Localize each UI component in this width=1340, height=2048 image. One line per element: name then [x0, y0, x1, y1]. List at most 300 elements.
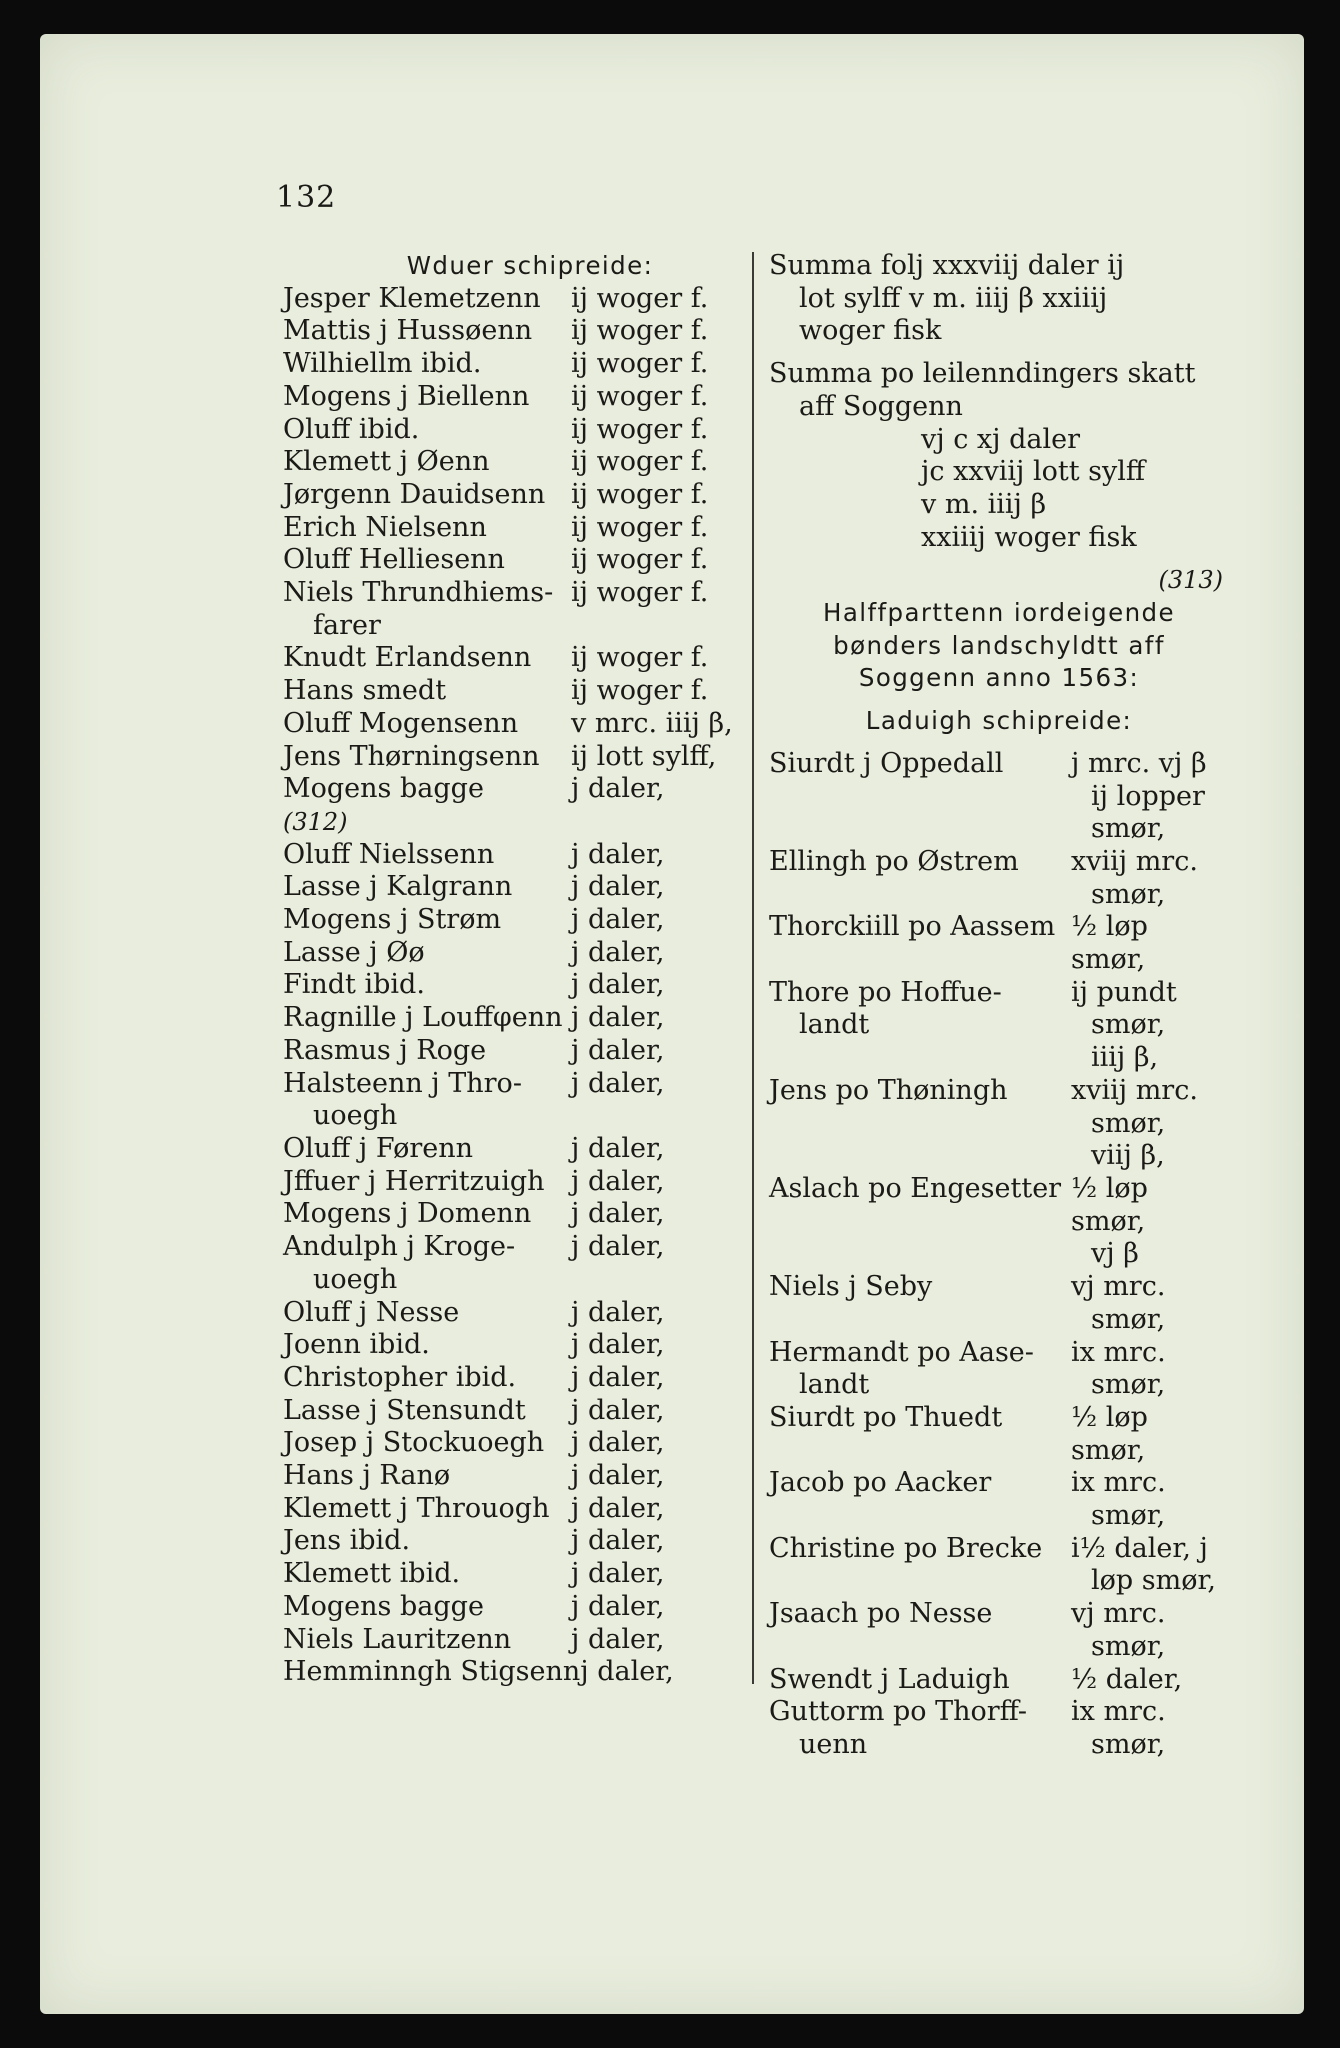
entry-name-continuation: uenn [799, 1728, 868, 1760]
column-divider [752, 252, 754, 1684]
entry-amount-text: ij woger f. [571, 413, 709, 445]
entry-name [769, 1173, 1071, 1206]
heading-line: Soggenn anno 1563: [858, 663, 1140, 693]
entry-name-continuation: uoegh [313, 1100, 398, 1132]
entry-name-text: Klemett ibid. [283, 1558, 461, 1590]
entry-row [283, 708, 737, 741]
entry-amount [1071, 911, 1229, 976]
entry-row [283, 315, 737, 348]
entry-amount-text: j daler, [571, 871, 665, 903]
entry-amount-text: ij pundt [1071, 976, 1177, 1008]
summa-line: aff Soggenn [799, 390, 963, 422]
entry-name-text: Klemett j Throuogh [283, 1492, 550, 1524]
entry-name [769, 977, 1071, 1042]
entry-name [283, 577, 571, 642]
entry-amount-text: ij woger f. [571, 511, 709, 543]
entry-name [283, 937, 571, 970]
entry-row [283, 1231, 737, 1296]
entry-row [283, 1624, 737, 1657]
summa-line: woger fisk [799, 315, 942, 347]
entry-row [283, 1068, 737, 1133]
entry-amount-text: j daler, [571, 1002, 665, 1034]
entry-amount-text: j daler, [571, 1361, 665, 1393]
entry-row [769, 977, 1229, 1075]
entry-amount [571, 544, 737, 577]
entry-amount-text: j daler, [571, 1165, 665, 1197]
entry-name-text: Mogens bagge [283, 773, 484, 805]
entry-name [283, 675, 571, 708]
entry-name [283, 1624, 571, 1657]
entry-name-text: Oluff j Nesse [283, 1296, 460, 1328]
entry-row [769, 1598, 1229, 1663]
entry-amount [1071, 1467, 1229, 1532]
entry-row [769, 1075, 1229, 1173]
entry-row [283, 446, 737, 479]
entry-row [283, 512, 737, 545]
entry-amount [571, 1493, 737, 1526]
entry-name-text: Jesper Klemetzenn [283, 282, 541, 314]
entry-row [283, 1656, 737, 1689]
entry-name-text: Niels j Seby [769, 1271, 933, 1303]
entry-name [283, 1297, 571, 1330]
entry-name-text: Jørgenn Dauidsenn [283, 478, 546, 510]
entry-name-text: Findt ibid. [283, 969, 425, 1001]
entry-row [283, 904, 737, 937]
entry-amount-continuation: smør, [1091, 1500, 1166, 1532]
entry-name [769, 846, 1071, 879]
entry-name-text: Halsteenn j Thro- [283, 1067, 522, 1099]
entry-name-text: Jffuer j Herritzuigh [283, 1165, 545, 1197]
entry-name-text: Hans j Ranø [283, 1460, 451, 1492]
entry-list [283, 283, 737, 806]
entry-name-text: Lasse j Øø [283, 936, 425, 968]
entry-name [769, 1467, 1071, 1500]
entry-amount-text: ix mrc. [1071, 1696, 1166, 1728]
entry-name [769, 1075, 1071, 1108]
entry-row [283, 414, 737, 447]
entry-amount [571, 1133, 737, 1166]
entry-name-text: Mogens bagge [283, 1590, 484, 1622]
entry-amount-text: j daler, [571, 1198, 665, 1230]
entry-amount-text: j daler, [571, 1231, 665, 1263]
entry-name [283, 708, 571, 741]
entry-amount-text: xviij mrc. [1071, 1074, 1198, 1106]
entry-row [769, 1173, 1229, 1271]
entry-name-text: Oluff Nielssenn [283, 838, 495, 870]
summa-paragraph [769, 250, 1229, 348]
entry-row [283, 1460, 737, 1493]
entry-row [283, 1525, 737, 1558]
entry-name-text: Oluff Helliesenn [283, 544, 505, 576]
entry-name-text: Josep j Stockuoegh [283, 1427, 545, 1459]
entry-row [283, 544, 737, 577]
entry-amount [571, 969, 737, 1002]
entry-row [769, 911, 1229, 976]
entry-amount [571, 1035, 737, 1068]
entry-amount-text: ½ daler, [1071, 1663, 1183, 1695]
entry-name [283, 479, 571, 512]
entry-name [283, 871, 571, 904]
entry-amount [571, 381, 737, 414]
entry-name [769, 748, 1071, 781]
entry-row [283, 675, 737, 708]
entry-name-text: Hemminngh Stigsenn [283, 1656, 581, 1688]
summa-line: jc xxviij lott sylff [921, 456, 1146, 488]
summa-paragraph [769, 358, 1229, 554]
entry-amount-text: vj mrc. [1071, 1598, 1166, 1630]
entry-amount-text: ij lott sylff, [571, 740, 717, 772]
entry-amount [571, 708, 737, 741]
entry-name [283, 283, 571, 316]
entry-amount-text: j daler, [571, 969, 665, 1001]
entry-amount [571, 675, 737, 708]
entry-amount-text: j daler, [571, 1394, 665, 1426]
entry-name [283, 512, 571, 545]
entry-amount-text: j daler, [571, 1132, 665, 1164]
entry-name-text: Knudt Erlandsenn [283, 642, 532, 674]
entry-amount-text: ½ løp smør, [1071, 1401, 1148, 1466]
entry-amount-text: i½ daler, j [1071, 1532, 1208, 1564]
entry-row [283, 1198, 737, 1231]
entry-name [283, 1035, 571, 1068]
section-heading-wduer: Wduer schipreide: [406, 251, 654, 280]
entry-name [283, 1427, 571, 1460]
entry-name-text: Andulph j Kroge- [283, 1231, 516, 1263]
entry-name-text: Rasmus j Roge [283, 1034, 487, 1066]
entry-name [283, 1656, 580, 1689]
entry-name [283, 1525, 571, 1558]
entry-name [283, 969, 571, 1002]
entry-amount-text: j daler, [571, 1623, 665, 1655]
entry-name-text: Mogens j Biellenn [283, 380, 530, 412]
entry-name-text: Hermandt po Aase- [769, 1336, 1034, 1368]
entry-row [283, 1591, 737, 1624]
entry-amount-text: j daler, [571, 1460, 665, 1492]
entry-amount [571, 283, 737, 316]
entry-amount [571, 1591, 737, 1624]
entry-row [769, 846, 1229, 911]
entry-name [283, 1460, 571, 1493]
entry-amount-continuation: viij β, [1091, 1140, 1165, 1172]
entry-row [769, 748, 1229, 846]
entry-name-text: Ellingh po Østrem [769, 845, 1019, 877]
entry-amount [571, 741, 737, 774]
entry-amount-text: vj mrc. [1071, 1271, 1166, 1303]
right-column [769, 250, 1229, 1762]
entry-name-text: Oluff j Førenn [283, 1132, 474, 1164]
entry-name-text: Mogens j Domenn [283, 1198, 532, 1230]
entry-name-text: Joenn ibid. [283, 1329, 430, 1361]
entry-amount [1071, 1533, 1229, 1598]
entry-name [283, 414, 571, 447]
entry-row [283, 348, 737, 381]
summa-line: lot sylff v m. iiij β xxiiij [799, 282, 1108, 314]
entry-row [283, 969, 737, 1002]
entry-amount-text: j daler, [571, 1427, 665, 1459]
entry-row [283, 1166, 737, 1199]
entry-row [283, 1395, 737, 1428]
entry-name [283, 1198, 571, 1231]
entry-amount-continuation: smør, [1091, 813, 1166, 845]
entry-name-text: Niels Lauritzenn [283, 1623, 512, 1655]
entry-amount-text: j daler, [571, 1296, 665, 1328]
entry-row [769, 1467, 1229, 1532]
entry-row [283, 1427, 737, 1460]
entry-name [283, 381, 571, 414]
entry-amount-continuation: smør, [1091, 1630, 1166, 1662]
entry-amount [1071, 1337, 1229, 1402]
entry-amount [571, 1166, 737, 1199]
entry-name [769, 1598, 1071, 1631]
entry-name-continuation: landt [799, 1009, 870, 1041]
entry-amount [571, 1525, 737, 1558]
entry-name-text: Mogens j Strøm [283, 904, 502, 936]
entry-amount [571, 512, 737, 545]
entry-amount [571, 414, 737, 447]
entry-amount-text: xviij mrc. [1071, 845, 1198, 877]
entry-amount [571, 839, 737, 872]
entry-name [283, 642, 571, 675]
entry-name-text: Klemett j Øenn [283, 446, 490, 478]
entry-name [283, 1329, 571, 1362]
entry-row [283, 1558, 737, 1591]
entry-amount [571, 1427, 737, 1460]
entry-amount-text: j daler, [571, 773, 665, 805]
entry-amount [571, 773, 737, 806]
summa-line: vj c xj daler [921, 423, 1080, 455]
entry-amount [571, 348, 737, 381]
entry-amount [571, 1068, 737, 1101]
entry-name [283, 315, 571, 348]
section-heading-laduigh: Laduigh schipreide: [865, 706, 1133, 736]
entry-row [283, 1493, 737, 1526]
entry-row [283, 1133, 737, 1166]
entry-name [283, 773, 571, 806]
entry-name [283, 741, 571, 774]
entry-list [769, 748, 1229, 1762]
entry-name-text: Mattis j Hussøenn [283, 315, 533, 347]
entry-name [769, 1664, 1071, 1697]
entry-name [283, 839, 571, 872]
summa-line: Summa po leilenndingers skatt [769, 358, 1196, 390]
entry-name [283, 904, 571, 937]
entry-name-continuation: landt [799, 1369, 870, 1401]
entry-list [283, 839, 737, 1689]
entry-row [283, 1035, 737, 1068]
entry-amount-continuation: ij lopper [1091, 780, 1205, 812]
entry-amount-text: ij woger f. [571, 348, 709, 380]
entry-amount [1071, 1402, 1229, 1467]
left-column [283, 250, 737, 1689]
entry-amount-text: j daler, [571, 1067, 665, 1099]
entry-amount [1071, 1271, 1229, 1336]
entry-name [769, 1696, 1071, 1761]
entry-name-text: Christine po Brecke [769, 1532, 1043, 1564]
entry-row [283, 283, 737, 316]
entry-amount-text: ij woger f. [571, 544, 709, 576]
entry-amount-text: ij woger f. [571, 642, 709, 674]
entry-amount [571, 479, 737, 512]
entry-amount-text: j daler, [571, 1558, 665, 1590]
entry-name-text: Jacob po Aacker [769, 1467, 992, 1499]
entry-name-text: Lasse j Stensundt [283, 1394, 526, 1426]
entry-amount [571, 1329, 737, 1362]
entry-row [283, 381, 737, 414]
entry-name [283, 1166, 571, 1199]
entry-name-text: Thore po Hoffue- [769, 976, 1002, 1008]
entry-amount-text: j mrc. vj β [1071, 747, 1207, 779]
entry-amount-continuation: løp smør, [1091, 1565, 1216, 1597]
entry-name [283, 446, 571, 479]
entry-amount [1071, 1664, 1229, 1697]
entry-name-text: Erich Nielsenn [283, 511, 487, 543]
entry-row [283, 1329, 737, 1362]
entry-amount-text: ½ løp smør, [1071, 911, 1148, 976]
entry-name [283, 1231, 571, 1296]
entry-name-text: Christopher ibid. [283, 1361, 517, 1393]
entry-amount-continuation: smør, [1091, 878, 1166, 910]
heading-line: bønders landschyldtt aff [833, 630, 1165, 660]
entry-name [769, 911, 1071, 944]
entry-amount-text: ij woger f. [571, 478, 709, 510]
entry-row [769, 1533, 1229, 1598]
entry-name [283, 544, 571, 577]
entry-amount [571, 1231, 737, 1264]
entry-row [283, 741, 737, 774]
entry-amount-text: j daler, [571, 936, 665, 968]
entry-amount [571, 315, 737, 348]
entry-name [283, 1558, 571, 1591]
entry-row [283, 871, 737, 904]
entry-amount [1071, 1173, 1229, 1271]
entry-amount [1071, 748, 1229, 846]
entry-amount-text: j daler, [571, 1525, 665, 1557]
entry-amount [571, 1624, 737, 1657]
entry-row [283, 773, 737, 806]
summa-line: Summa folj xxxviij daler ij [769, 250, 1125, 281]
entry-amount-continuation: smør, [1091, 1369, 1166, 1401]
entry-amount-continuation: smør, [1091, 1303, 1166, 1335]
heading-line: Halffparttenn iordeigende [823, 598, 1175, 628]
entry-row [769, 1696, 1229, 1761]
page-number: 132 [276, 180, 337, 215]
entry-name-text: Swendt j Laduigh [769, 1663, 1010, 1695]
entry-amount-continuation: smør, [1091, 1107, 1166, 1139]
entry-amount [571, 642, 737, 675]
entry-name [769, 1533, 1071, 1566]
entry-amount-text: j daler, [571, 838, 665, 870]
entry-amount [580, 1656, 737, 1689]
entry-name-text: Thorckiill po Aassem [769, 911, 1056, 943]
entry-amount-text: j daler, [571, 1590, 665, 1622]
entry-name-text: Ragnille j Louffφenn [283, 1002, 563, 1034]
entry-amount [1071, 977, 1229, 1075]
folio-marker: (312) [283, 807, 348, 836]
entry-amount [571, 1362, 737, 1395]
entry-amount-continuation: smør, [1091, 1728, 1166, 1760]
entry-amount-text: ½ løp smør, [1071, 1172, 1148, 1237]
entry-row [769, 1337, 1229, 1402]
entry-name [769, 1402, 1071, 1435]
entry-name-text: Jens ibid. [283, 1525, 411, 1557]
entry-name-text: Oluff Mogensenn [283, 707, 519, 739]
entry-amount [571, 904, 737, 937]
section-heading-halffparttenn [769, 597, 1229, 695]
entry-amount [571, 1002, 737, 1035]
entry-name-text: Guttorm po Thorff- [769, 1696, 1028, 1728]
entry-name [283, 1133, 571, 1166]
entry-row [283, 577, 737, 642]
entry-name [283, 1362, 571, 1395]
entry-amount [571, 577, 737, 610]
entry-name-text: Aslach po Engesetter [769, 1172, 1062, 1204]
entry-amount-text: ij woger f. [571, 577, 709, 609]
entry-row [283, 479, 737, 512]
entry-name-text: Jens Thørningsenn [283, 740, 540, 772]
entry-amount-text: j daler, [571, 1034, 665, 1066]
entry-amount [571, 1460, 737, 1493]
entry-amount-text: ix mrc. [1071, 1467, 1166, 1499]
entry-name-text: Lasse j Kalgrann [283, 871, 513, 903]
entry-row [283, 839, 737, 872]
entry-name-continuation: farer [313, 609, 381, 641]
entry-row [283, 937, 737, 970]
entry-name-text: Jsaach po Nesse [769, 1598, 993, 1630]
entry-name [283, 1591, 571, 1624]
entry-name [283, 1395, 571, 1428]
entry-name [769, 1271, 1071, 1304]
entry-amount-continuation: vj β [1091, 1238, 1139, 1270]
entry-amount-text: ij woger f. [571, 282, 709, 314]
entry-row [283, 1002, 737, 1035]
entry-amount [571, 1395, 737, 1428]
entry-amount-text: j daler, [571, 904, 665, 936]
entry-name-text: Jens po Thøningh [769, 1074, 1008, 1106]
entry-amount [571, 1297, 737, 1330]
entry-amount [571, 871, 737, 904]
entry-row [769, 1271, 1229, 1336]
entry-name [283, 1002, 571, 1035]
entry-name-text: Oluff ibid. [283, 413, 420, 445]
entry-name-text: Niels Thrundhiems- [283, 577, 554, 609]
entry-amount [1071, 1598, 1229, 1663]
entry-amount [1071, 1696, 1229, 1761]
entry-amount-text: j daler, [580, 1656, 674, 1688]
entry-amount [571, 937, 737, 970]
entry-row [283, 1362, 737, 1395]
entry-amount [1071, 846, 1229, 911]
entry-amount-text: ij woger f. [571, 675, 709, 707]
entry-amount-text: ij woger f. [571, 380, 709, 412]
summa-line: v m. iiij β [921, 488, 1047, 520]
entry-row [769, 1402, 1229, 1467]
entry-name [769, 1337, 1071, 1402]
entry-name-text: Hans smedt [283, 675, 447, 707]
entry-amount-text: ij woger f. [571, 446, 709, 478]
entry-amount-text: j daler, [571, 1492, 665, 1524]
entry-name-continuation: uoegh [313, 1263, 398, 1295]
entry-amount [571, 1198, 737, 1231]
entry-amount [571, 1558, 737, 1591]
entry-amount-text: ij woger f. [571, 315, 709, 347]
entry-row [283, 642, 737, 675]
entry-row [769, 1664, 1229, 1697]
entry-name [283, 348, 571, 381]
entry-name-text: Wilhiellm ibid. [283, 348, 482, 380]
entry-name [283, 1493, 571, 1526]
entry-amount [1071, 1075, 1229, 1173]
entry-amount-text: v mrc. iiij β, [571, 707, 733, 739]
